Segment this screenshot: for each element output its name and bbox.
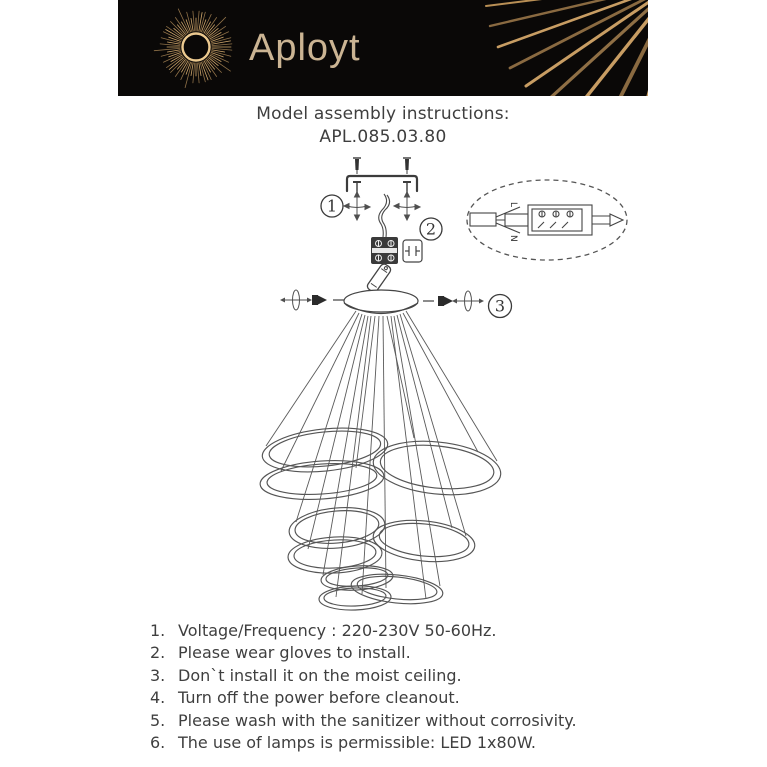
item-number: 2. xyxy=(150,643,166,663)
list-item xyxy=(150,665,650,687)
item-number: 5. xyxy=(150,710,166,730)
assembly-diagram xyxy=(118,150,648,628)
step-2-badge xyxy=(420,218,442,240)
canopy-screws-left xyxy=(280,290,344,310)
screw-direction-arrows xyxy=(394,192,420,220)
brand-name: Aployt xyxy=(249,27,361,69)
item-text: The use of lamps is permissible: LED 1x80W. xyxy=(178,733,536,753)
item-text: Voltage/Frequency : 220-230V 50-60Hz. xyxy=(178,621,497,640)
corner-rays-decoration xyxy=(458,0,648,96)
item-text: Turn off the power before cleanout. xyxy=(178,688,460,708)
item-text: Please wear gloves to install. xyxy=(178,643,411,663)
svg-text:1: 1 xyxy=(326,196,338,216)
wiring-detail xyxy=(467,180,627,260)
list-item xyxy=(150,687,650,709)
screw-direction-arrows xyxy=(344,192,370,220)
header-band xyxy=(118,0,648,96)
bracket-screws xyxy=(353,182,411,199)
item-number: 4. xyxy=(150,688,166,708)
strain-relief-connector xyxy=(366,263,392,294)
list-item xyxy=(150,732,650,754)
connector-box xyxy=(403,240,422,262)
title-block xyxy=(118,104,648,148)
item-text: Don`t install it on the moist ceiling. xyxy=(178,665,462,685)
ceiling-canopy xyxy=(344,290,418,314)
item-number: 3. xyxy=(150,665,166,685)
wire-label-neutral: N xyxy=(508,235,518,242)
page-title: Model assembly instructions: xyxy=(256,104,510,124)
canopy-screws-right xyxy=(423,291,484,311)
item-number: 1. xyxy=(150,621,166,640)
terminal-block xyxy=(371,237,398,264)
svg-text:2: 2 xyxy=(425,219,437,239)
item-text: Please wash with the sanitizer without corrosivity. xyxy=(178,710,577,730)
item-number: 6. xyxy=(150,733,166,753)
power-cord xyxy=(379,194,390,237)
list-item xyxy=(150,710,650,732)
list-item xyxy=(150,642,650,664)
model-number: APL.085.03.80 xyxy=(319,127,447,147)
chandelier-rings xyxy=(259,423,504,612)
svg-text:3: 3 xyxy=(494,296,506,316)
wire-connector-detail xyxy=(505,205,623,235)
list-item xyxy=(150,620,650,642)
instruction-list xyxy=(150,620,650,754)
step-1-badge xyxy=(321,195,343,217)
wire-label-live: L xyxy=(508,202,518,208)
mounting-anchors xyxy=(353,158,411,174)
step-3-badge xyxy=(489,295,512,318)
